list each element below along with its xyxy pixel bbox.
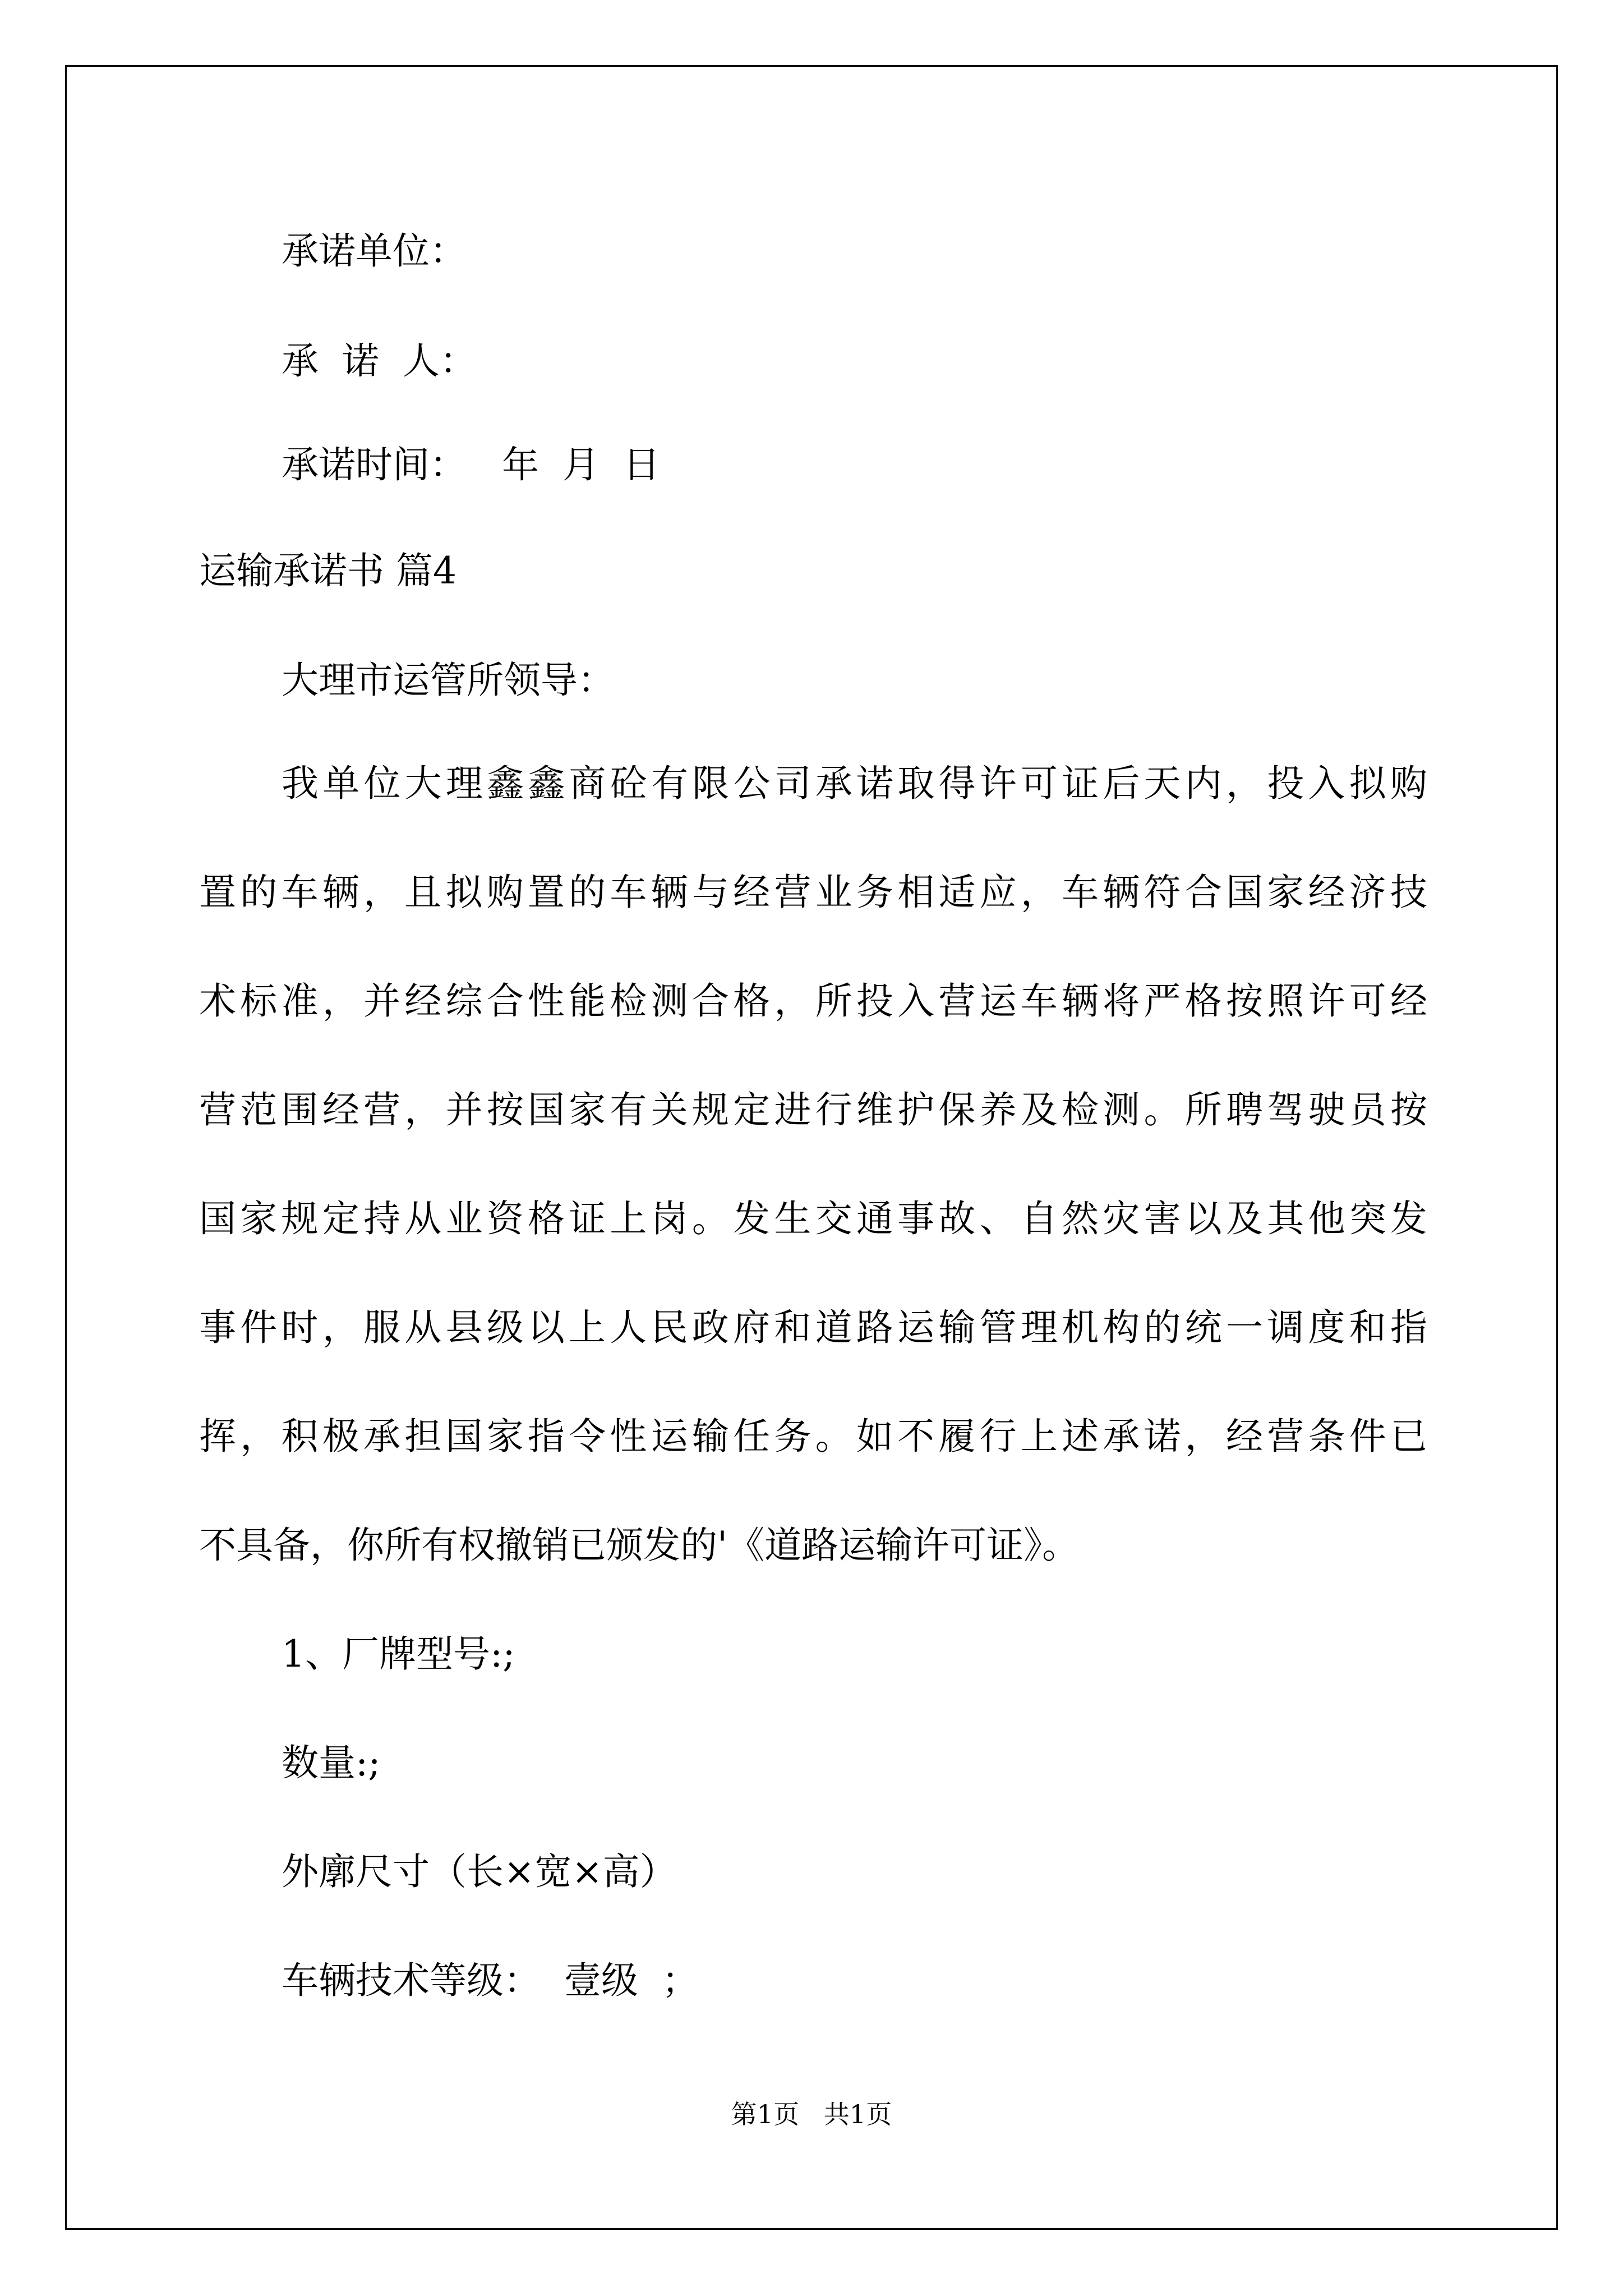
page-border: [65, 65, 1558, 2230]
paragraph-line: 我单位大理鑫鑫商砼有限公司承诺取得许可证后天内，投入拟购: [282, 762, 1427, 805]
paragraph-line: 置的车辆，且拟购置的车辆与经营业务相适应，车辆符合国家经济技: [199, 871, 1427, 914]
quantity-line: 数量:;: [282, 1741, 381, 1784]
tech-grade-line: 车辆技术等级： 壹级 ；: [282, 1959, 699, 2002]
promise-unit-line: 承诺单位：: [282, 229, 467, 273]
brand-model-line: 1、厂牌型号:;: [282, 1632, 515, 1676]
paragraph-line: 挥，积极承担国家指令性运输任务。如不履行上述承诺，经营条件已: [199, 1415, 1427, 1458]
promise-time-line: 承诺时间： 年 月 日: [282, 443, 660, 486]
page-number-footer: 第1页 共1页: [731, 2099, 892, 2129]
dimensions-line: 外廓尺寸（长×宽×高）: [282, 1850, 677, 1893]
promisor-line: 承 诺 人：: [282, 339, 477, 383]
paragraph-line: 事件时，服从县级以上人民政府和道路运输管理机构的统一调度和指: [199, 1306, 1427, 1349]
salutation: 大理市运管所领导：: [282, 659, 615, 702]
section-title: 运输承诺书 篇4: [199, 549, 457, 592]
paragraph-line: 术标准，并经综合性能检测合格，所投入营运车辆将严格按照许可经: [199, 979, 1427, 1023]
paragraph-line: 不具备，你所有权撤销已颁发的'《道路运输许可证》。: [199, 1524, 1080, 1567]
paragraph-line: 国家规定持从业资格证上岗。发生交通事故、自然灾害以及其他突发: [199, 1197, 1427, 1240]
paragraph-line: 营范围经营，并按国家有关规定进行维护保养及检测。所聘驾驶员按: [199, 1088, 1427, 1131]
